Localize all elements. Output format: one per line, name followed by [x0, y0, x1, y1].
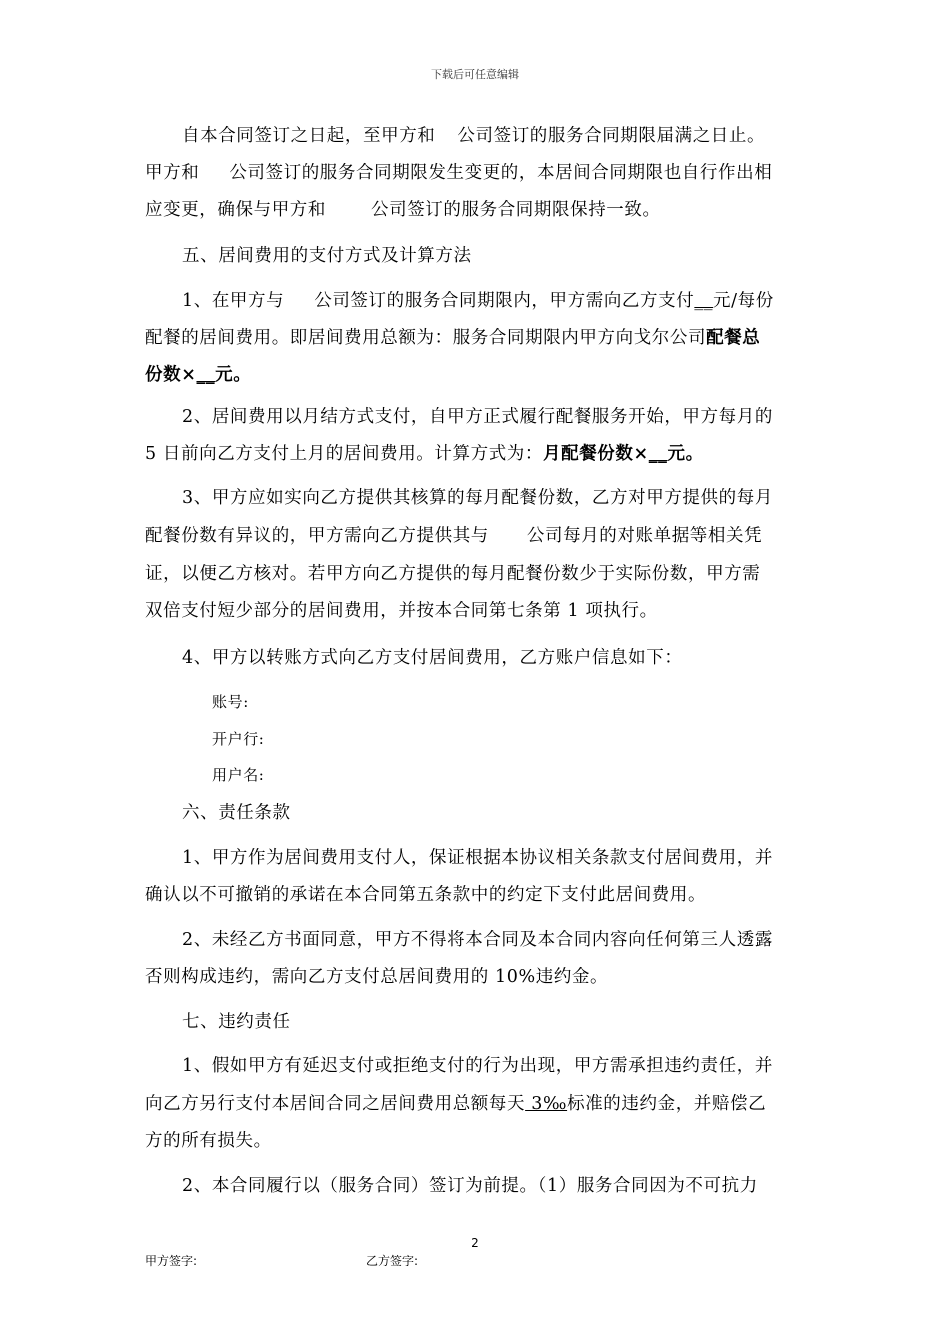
paragraph-line: 确认以不可撤销的承诺在本合同第五条款中的约定下支付此居间费用。 — [145, 885, 707, 905]
paragraph-line: 应变更，确保与甲方和 公司签订的服务合同期限保持一致。 — [145, 200, 661, 220]
paragraph-line: 向乙方另行支付本居间合同之居间费用总额每天 3‰标准的违约金，并赔偿乙 — [145, 1094, 767, 1114]
page-header: 下载后可任意编辑 — [431, 68, 519, 81]
account-name-label: 用户名: — [212, 766, 265, 784]
paragraph-line: 4、甲方以转账方式向乙方支付居间费用，乙方账户信息如下： — [182, 648, 683, 668]
paragraph-line: 2、未经乙方书面同意，甲方不得将本合同及本合同内容向任何第三人透露 — [182, 930, 773, 950]
paragraph-line: 3、甲方应如实向乙方提供其核算的每月配餐份数，乙方对甲方提供的每月 — [182, 488, 773, 508]
paragraph-line: 1、假如甲方有延迟支付或拒绝支付的行为出现，甲方需承担违约责任，并 — [182, 1056, 773, 1076]
paragraph-line: 5 日前向乙方支付上月的居间费用。计算方式为：月配餐份数×__元。 — [145, 444, 704, 464]
section-6-title: 六、责任条款 — [182, 803, 291, 823]
paragraph-line: 否则构成违约，需向乙方支付总居间费用的 10%违约金。 — [145, 967, 609, 987]
paragraph-line: 双倍支付短少部分的居间费用，并按本合同第七条第 1 项执行。 — [145, 601, 658, 621]
paragraph-line: 方的所有损失。 — [145, 1131, 272, 1151]
paragraph-line: 配餐份数有异议的，甲方需向乙方提供其与 公司每月的对账单据等相关凭 — [145, 526, 763, 546]
page-number: 2 — [471, 1236, 479, 1250]
paragraph-line: 自本合同签订之日起，至甲方和 公司签订的服务合同期限届满之日止。 — [182, 126, 766, 146]
party-b-signature-label: 乙方签字: — [366, 1254, 419, 1268]
paragraph-line: 2、本合同履行以（服务合同）签订为前提。（1）服务合同因为不可抗力 — [182, 1176, 758, 1196]
paragraph-line: 1、甲方作为居间费用支付人，保证根据本协议相关条款支付居间费用，并 — [182, 848, 773, 868]
section-7-title: 七、违约责任 — [182, 1012, 291, 1032]
paragraph-line: 甲方和 公司签订的服务合同期限发生变更的，本居间合同期限也自行作出相 — [145, 163, 773, 183]
account-number-label: 账号: — [212, 693, 249, 711]
bank-label: 开户行: — [212, 730, 265, 748]
paragraph-line: 配餐的居间费用。即居间费用总额为：服务合同期限内甲方向戈尔公司配餐总 — [145, 328, 761, 348]
paragraph-line: 份数×__元。 — [145, 365, 252, 385]
paragraph-line: 1、在甲方与 公司签订的服务合同期限内，甲方需向乙方支付__元/每份 — [182, 291, 774, 311]
paragraph-line: 证，以便乙方核对。若甲方向乙方提供的每月配餐份数少于实际份数，甲方需 — [145, 564, 761, 584]
paragraph-line: 2、居间费用以月结方式支付，自甲方正式履行配餐服务开始，甲方每月的 — [182, 407, 773, 427]
party-a-signature-label: 甲方签字: — [145, 1254, 198, 1268]
section-5-title: 五、居间费用的支付方式及计算方法 — [182, 246, 472, 266]
